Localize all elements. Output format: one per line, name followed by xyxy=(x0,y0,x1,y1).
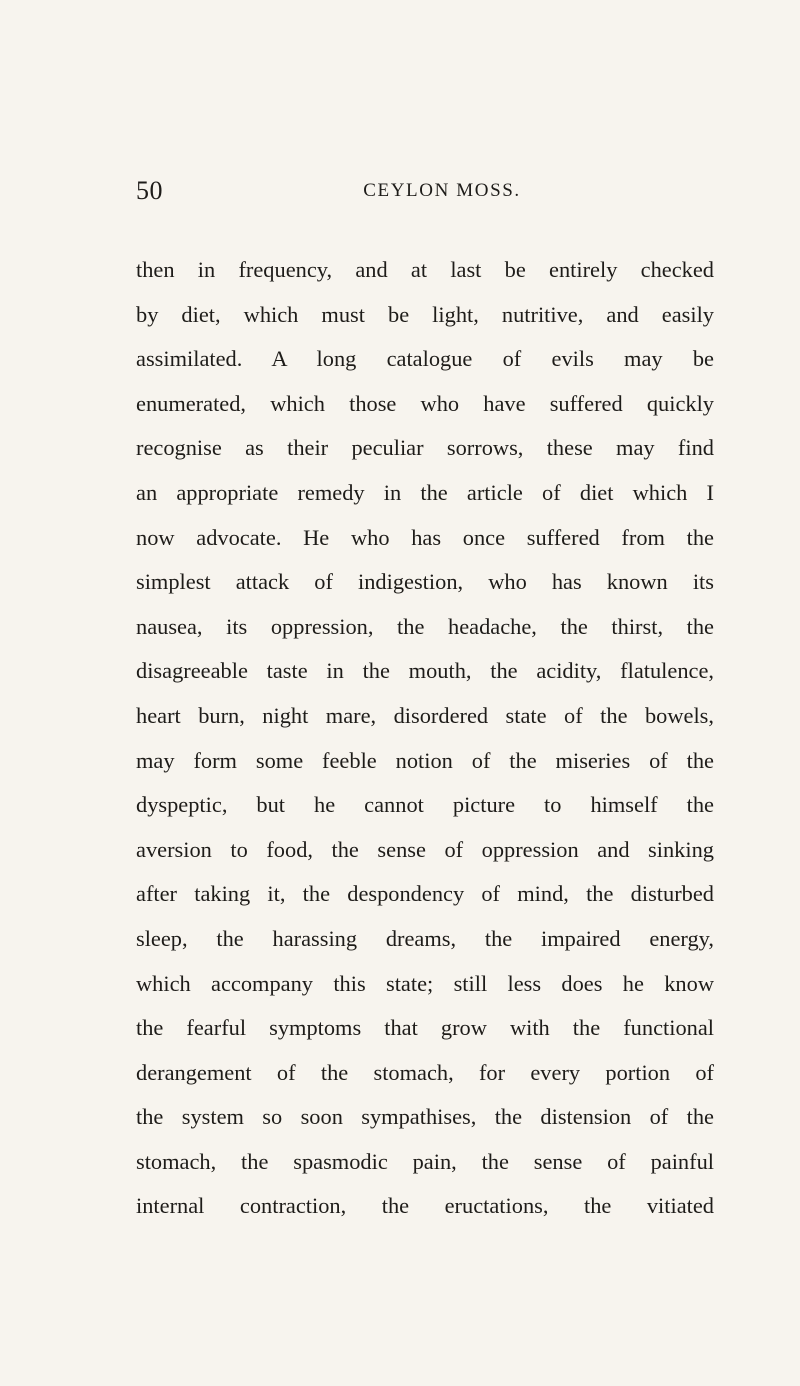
text-line: assimilated. A long catalogue of evils may be xyxy=(136,346,714,372)
text-line: derangement of the stomach, for every portion of xyxy=(136,1059,714,1085)
text-line: internal contraction, the eructations, the vitiated xyxy=(136,1193,714,1219)
text-line: then in frequency, and at last be entirely checked xyxy=(136,257,714,282)
text-line: nausea, its oppression, the headache, the thirst, the xyxy=(136,613,714,639)
text-line: stomach, the spasmodic pain, the sense of painful xyxy=(136,1148,714,1174)
text-line: sleep, the harassing dreams, the impaired energy, xyxy=(136,925,714,951)
text-line: simplest attack of indigestion, who has known its xyxy=(136,569,714,595)
text-line: the system so soon sympathises, the distension of the xyxy=(136,1104,714,1130)
text-line: after taking it, the despondency of mind, the disturbed xyxy=(136,881,714,907)
text-line: the fearful symptoms that grow with the functional xyxy=(136,1015,714,1041)
body-text xyxy=(136,248,714,1229)
text-line: aversion to food, the sense of oppression and sinking xyxy=(136,836,714,862)
text-line: recognise as their peculiar sorrows, these may find xyxy=(136,435,714,461)
text-line: heart burn, night mare, disordered state of the bowels, xyxy=(136,702,714,728)
text-line: by diet, which must be light, nutritive, and easily xyxy=(136,301,714,327)
page-number: 50 xyxy=(136,176,163,205)
text-line: now advocate. He who has once suffered from the xyxy=(136,524,714,550)
text-line: disagreeable taste in the mouth, the acidity, flatulence, xyxy=(136,658,714,684)
text-line: which accompany this state; still less does he know xyxy=(136,970,714,996)
text-line: may form some feeble notion of the miseries of the xyxy=(136,747,714,773)
running-head xyxy=(136,176,714,216)
running-title: CEYLON MOSS. xyxy=(363,180,521,201)
text-line: dyspeptic, but he cannot picture to himself the xyxy=(136,792,714,818)
text-line: an appropriate remedy in the article of diet which I xyxy=(136,479,714,505)
text-line: enumerated, which those who have suffered quickly xyxy=(136,390,714,416)
